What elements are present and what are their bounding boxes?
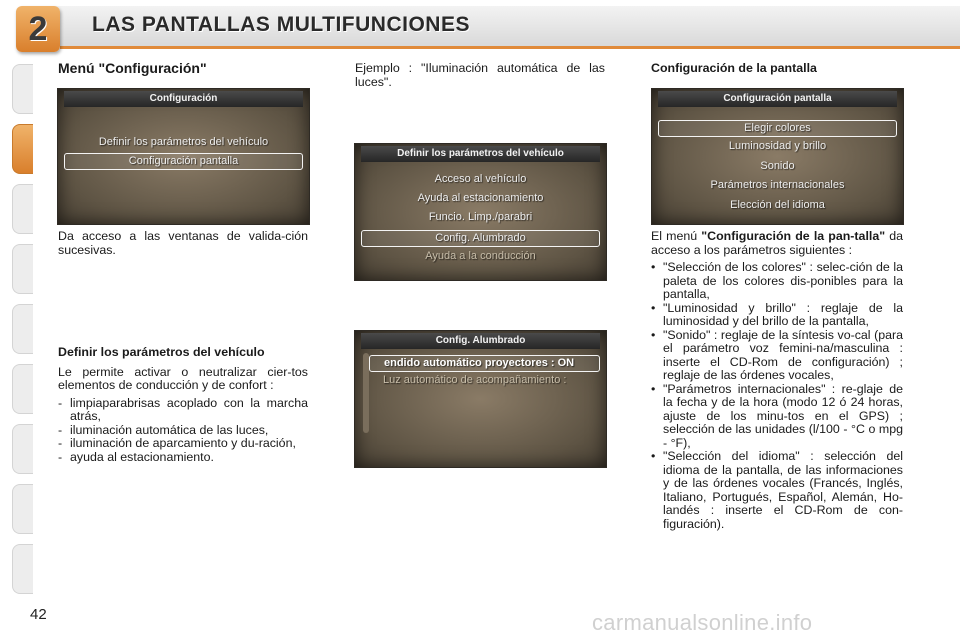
- menu-item-sound[interactable]: Sonido: [760, 160, 795, 172]
- menu-item-follow-me-home[interactable]: Luz automático de acompañamiento :: [383, 374, 567, 386]
- list-item: • "Parámetros internacionales" : re-glaje de la fecha y de la hora (modo 12 ó 24 horas, ajuste de los minu-tos en el GPS) ; selección de las unidades (l/100 - °C o mpg - °F),: [651, 381, 903, 450]
- display-intro: El menú "Configuración de la pan-talla" da acceso a los parámetros siguientes :: [651, 229, 903, 257]
- screen-title: Configuración pantalla: [658, 91, 897, 107]
- list-item: • "Sonido" : reglaje de la síntesis vo-cal (para el parámetro voz femini-na/masculina : inserte el CD-Rom de configuración) ; reglaje de las órdenes vocales,: [651, 327, 903, 382]
- watermark: carmanualsonline.info: [592, 610, 813, 635]
- menu-item-lighting-config[interactable]: Config. Alumbrado: [361, 230, 600, 247]
- menu-item-international[interactable]: Parámetros internacionales: [710, 179, 845, 191]
- list-item: - iluminación automática de las luces,: [58, 422, 269, 437]
- screen-title: Configuración: [64, 91, 303, 107]
- screen-title: Definir los parámetros del vehículo: [361, 146, 600, 162]
- list-item: • "Selección de los colores" : selec-ción de la paleta de los colores dis-ponibles para la pantalla,: [651, 260, 903, 301]
- display-heading: Configuración de la pantalla: [651, 61, 817, 75]
- screen-configuration: [57, 88, 310, 225]
- menu-item-vehicle-access[interactable]: Acceso al vehículo: [434, 173, 527, 185]
- page-title: LAS PANTALLAS MULTIFUNCIONES: [92, 13, 470, 36]
- header-underline: [60, 46, 960, 49]
- menu-item-brightness[interactable]: Luminosidad y brillo: [728, 140, 827, 152]
- menu-item-wiper-function[interactable]: Funcio. Limp./parabri: [428, 211, 533, 223]
- side-tab-3[interactable]: [12, 184, 33, 234]
- list-item: • "Luminosidad y brillo" : reglaje de la luminosidad y del brillo de la pantalla,: [651, 300, 903, 328]
- menu-item-vehicle-params[interactable]: Definir los parámetros del vehículo: [98, 136, 269, 148]
- screen-lighting-config: [354, 330, 607, 468]
- page-number: 42: [30, 606, 47, 623]
- menu-item-choose-colors[interactable]: Elegir colores: [658, 120, 897, 137]
- vehicle-section: [58, 346, 308, 464]
- menu-heading: Menú "Configuración": [58, 60, 207, 76]
- screen-display-config: [651, 88, 904, 225]
- chapter-number: 2: [28, 10, 48, 48]
- left-menu-heading-block: [58, 62, 310, 76]
- menu-description: Da acceso a las ventanas de valida-ción sucesivas.: [58, 229, 308, 257]
- display-description: [651, 230, 903, 531]
- side-tab-7[interactable]: [12, 424, 33, 474]
- page-header: [0, 0, 960, 58]
- menu-item-auto-headlights[interactable]: endido automático proyectores : ON: [369, 355, 600, 372]
- list-item: - iluminación de aparcamiento y du-ración,: [58, 436, 296, 450]
- side-tab-5[interactable]: [12, 304, 33, 354]
- list-item: - ayuda al estacionamiento.: [58, 449, 214, 464]
- screen-title: Config. Alumbrado: [361, 333, 600, 349]
- menu-item-driving-aid[interactable]: Ayuda a la conducción: [425, 250, 536, 262]
- side-tab-9[interactable]: [12, 544, 33, 594]
- left-menu-desc: [58, 230, 308, 257]
- example-block: [355, 62, 605, 89]
- vehicle-description: Le permite activar o neutralizar cier-tos elementos de conducción y de confort :: [58, 364, 308, 392]
- vehicle-items-list: [58, 397, 308, 465]
- example-text: Ejemplo : "Iluminación automática de las luces".: [355, 61, 605, 89]
- chapter-badge: [16, 6, 60, 52]
- menu-item-parking-aid[interactable]: Ayuda al estacionamiento: [417, 192, 544, 204]
- display-items-list: [651, 261, 903, 531]
- vehicle-heading: Definir los parámetros del vehículo: [58, 345, 265, 359]
- display-heading-block: [651, 62, 903, 76]
- side-tab-8[interactable]: [12, 484, 33, 534]
- chapter-side-tabs: [0, 62, 34, 582]
- side-tab-6[interactable]: [12, 364, 33, 414]
- list-item: - limpiaparabrisas acoplado con la marcha atrás,: [58, 395, 308, 423]
- side-tab-2-active[interactable]: [12, 124, 33, 174]
- list-item: • "Selección del idioma" : selección del idioma de la pantalla, de las informaciones y de las órdenes vocales (Francés, Inglés, Italiano, Portugués, Español, Alemán, Ho-landés : inserte el CD-Rom de con-figuración).: [651, 449, 903, 531]
- screen-vehicle-params: [354, 143, 607, 281]
- side-tab-1[interactable]: [12, 64, 33, 114]
- menu-item-display-config[interactable]: Configuración pantalla: [64, 153, 303, 170]
- side-tab-4[interactable]: [12, 244, 33, 294]
- menu-item-language[interactable]: Elección del idioma: [730, 199, 825, 211]
